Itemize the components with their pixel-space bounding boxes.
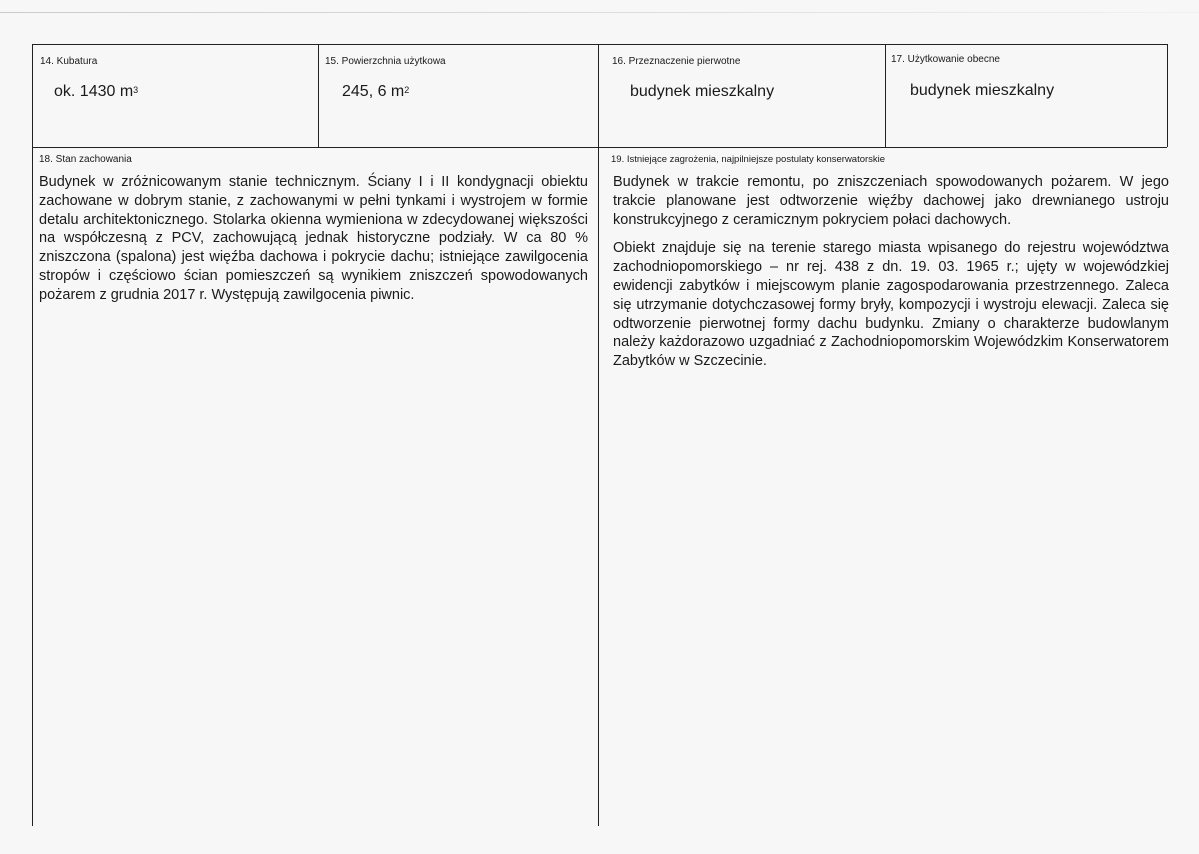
kubatura-label: 14. Kubatura — [40, 56, 98, 67]
przeznaczenie-label: 16. Przeznaczenie pierwotne — [612, 56, 741, 67]
uzytkowanie-value: budynek mieszkalny — [910, 82, 1055, 99]
zagrozenia-text — [613, 173, 1169, 371]
kubatura-unit-exponent: 3 — [133, 85, 139, 95]
record-card-form — [32, 44, 1199, 826]
scan-edge-line — [0, 12, 1199, 13]
stan-zachowania-cell — [32, 147, 598, 826]
kubatura-cell — [32, 44, 318, 147]
przeznaczenie-value: budynek mieszkalny — [630, 83, 775, 100]
zagrozenia-paragraph: Obiekt znajduje się na terenie starego miasta wpisanego do rejestru województwa zachodniopomorskiego – nr rej. 438 z dn. 19. 03. 1965 r.; ujęty w wojewódzkiej ewidencji zabytków i miejscowym planie zagospodarowania przestrzennego. Zaleca się utrzymanie dotychczasowej formy bryły, kompozycji i wystroju elewacji. Zaleca się odtworzenie pierwotnej formy dachu budynku. Zmiany o charakterze budowlanym należy każdorazowo uzgadniać z Zachodniopomorskim Wojewódzkim Konserwatorem Zabytków w Szczecinie. — [613, 240, 1169, 370]
uzytkowanie-label: 17. Użytkowanie obecne — [891, 54, 1000, 65]
uzytkowanie-cell — [885, 44, 1167, 147]
table-right-border — [1167, 44, 1168, 147]
zagrozenia-label: 19. Istniejące zagrożenia, najpilniejsze postulaty konserwatorskie — [611, 154, 886, 165]
kubatura-value: ok. 1430 $m^3$ — [54, 83, 139, 100]
powierzchnia-unit-exponent: 2 — [404, 85, 410, 95]
zagrozenia-cell — [598, 147, 1167, 826]
stan-zachowania-label: 18. Stan zachowania — [39, 154, 132, 165]
stan-zachowania-text: Budynek w zróżnicowanym stanie technicznym. Ściany I i II kondygnacji obiektu zachowane w dobrym stanie, z zachowanymi w pełni tynkami i wystrojem w formie detalu architektonicznego. Stolarka okienna wymieniona w zdecydowanej większości na współczesną z PCV, zachowującą jednak historyczne podziały. W ca 80 % zniszczona (spalona) jest więźba dachowa i pokrycie dachu; istniejące zawilgocenia stropów i częściowo ścian pomieszczeń są wynikiem zniszczeń spowodowanych pożarem z grudnia 2017 r. Występują zawilgocenia piwnic. — [39, 174, 588, 303]
powierzchnia-cell — [318, 44, 598, 147]
powierzchnia-value: 245, 6 $m^2$ — [342, 83, 410, 100]
zagrozenia-paragraph: Budynek w trakcie remontu, po zniszczeniach spowodowanych pożarem. W jego trakcie planowane jest odtworzenie więźby dachowej jako drewnianego ustroju konstrukcyjnego z ceramicznym pokryciem połaci dachowych. — [613, 174, 1169, 228]
powierzchnia-label: 15. Powierzchnia użytkowa — [325, 56, 446, 67]
przeznaczenie-cell — [598, 44, 885, 147]
